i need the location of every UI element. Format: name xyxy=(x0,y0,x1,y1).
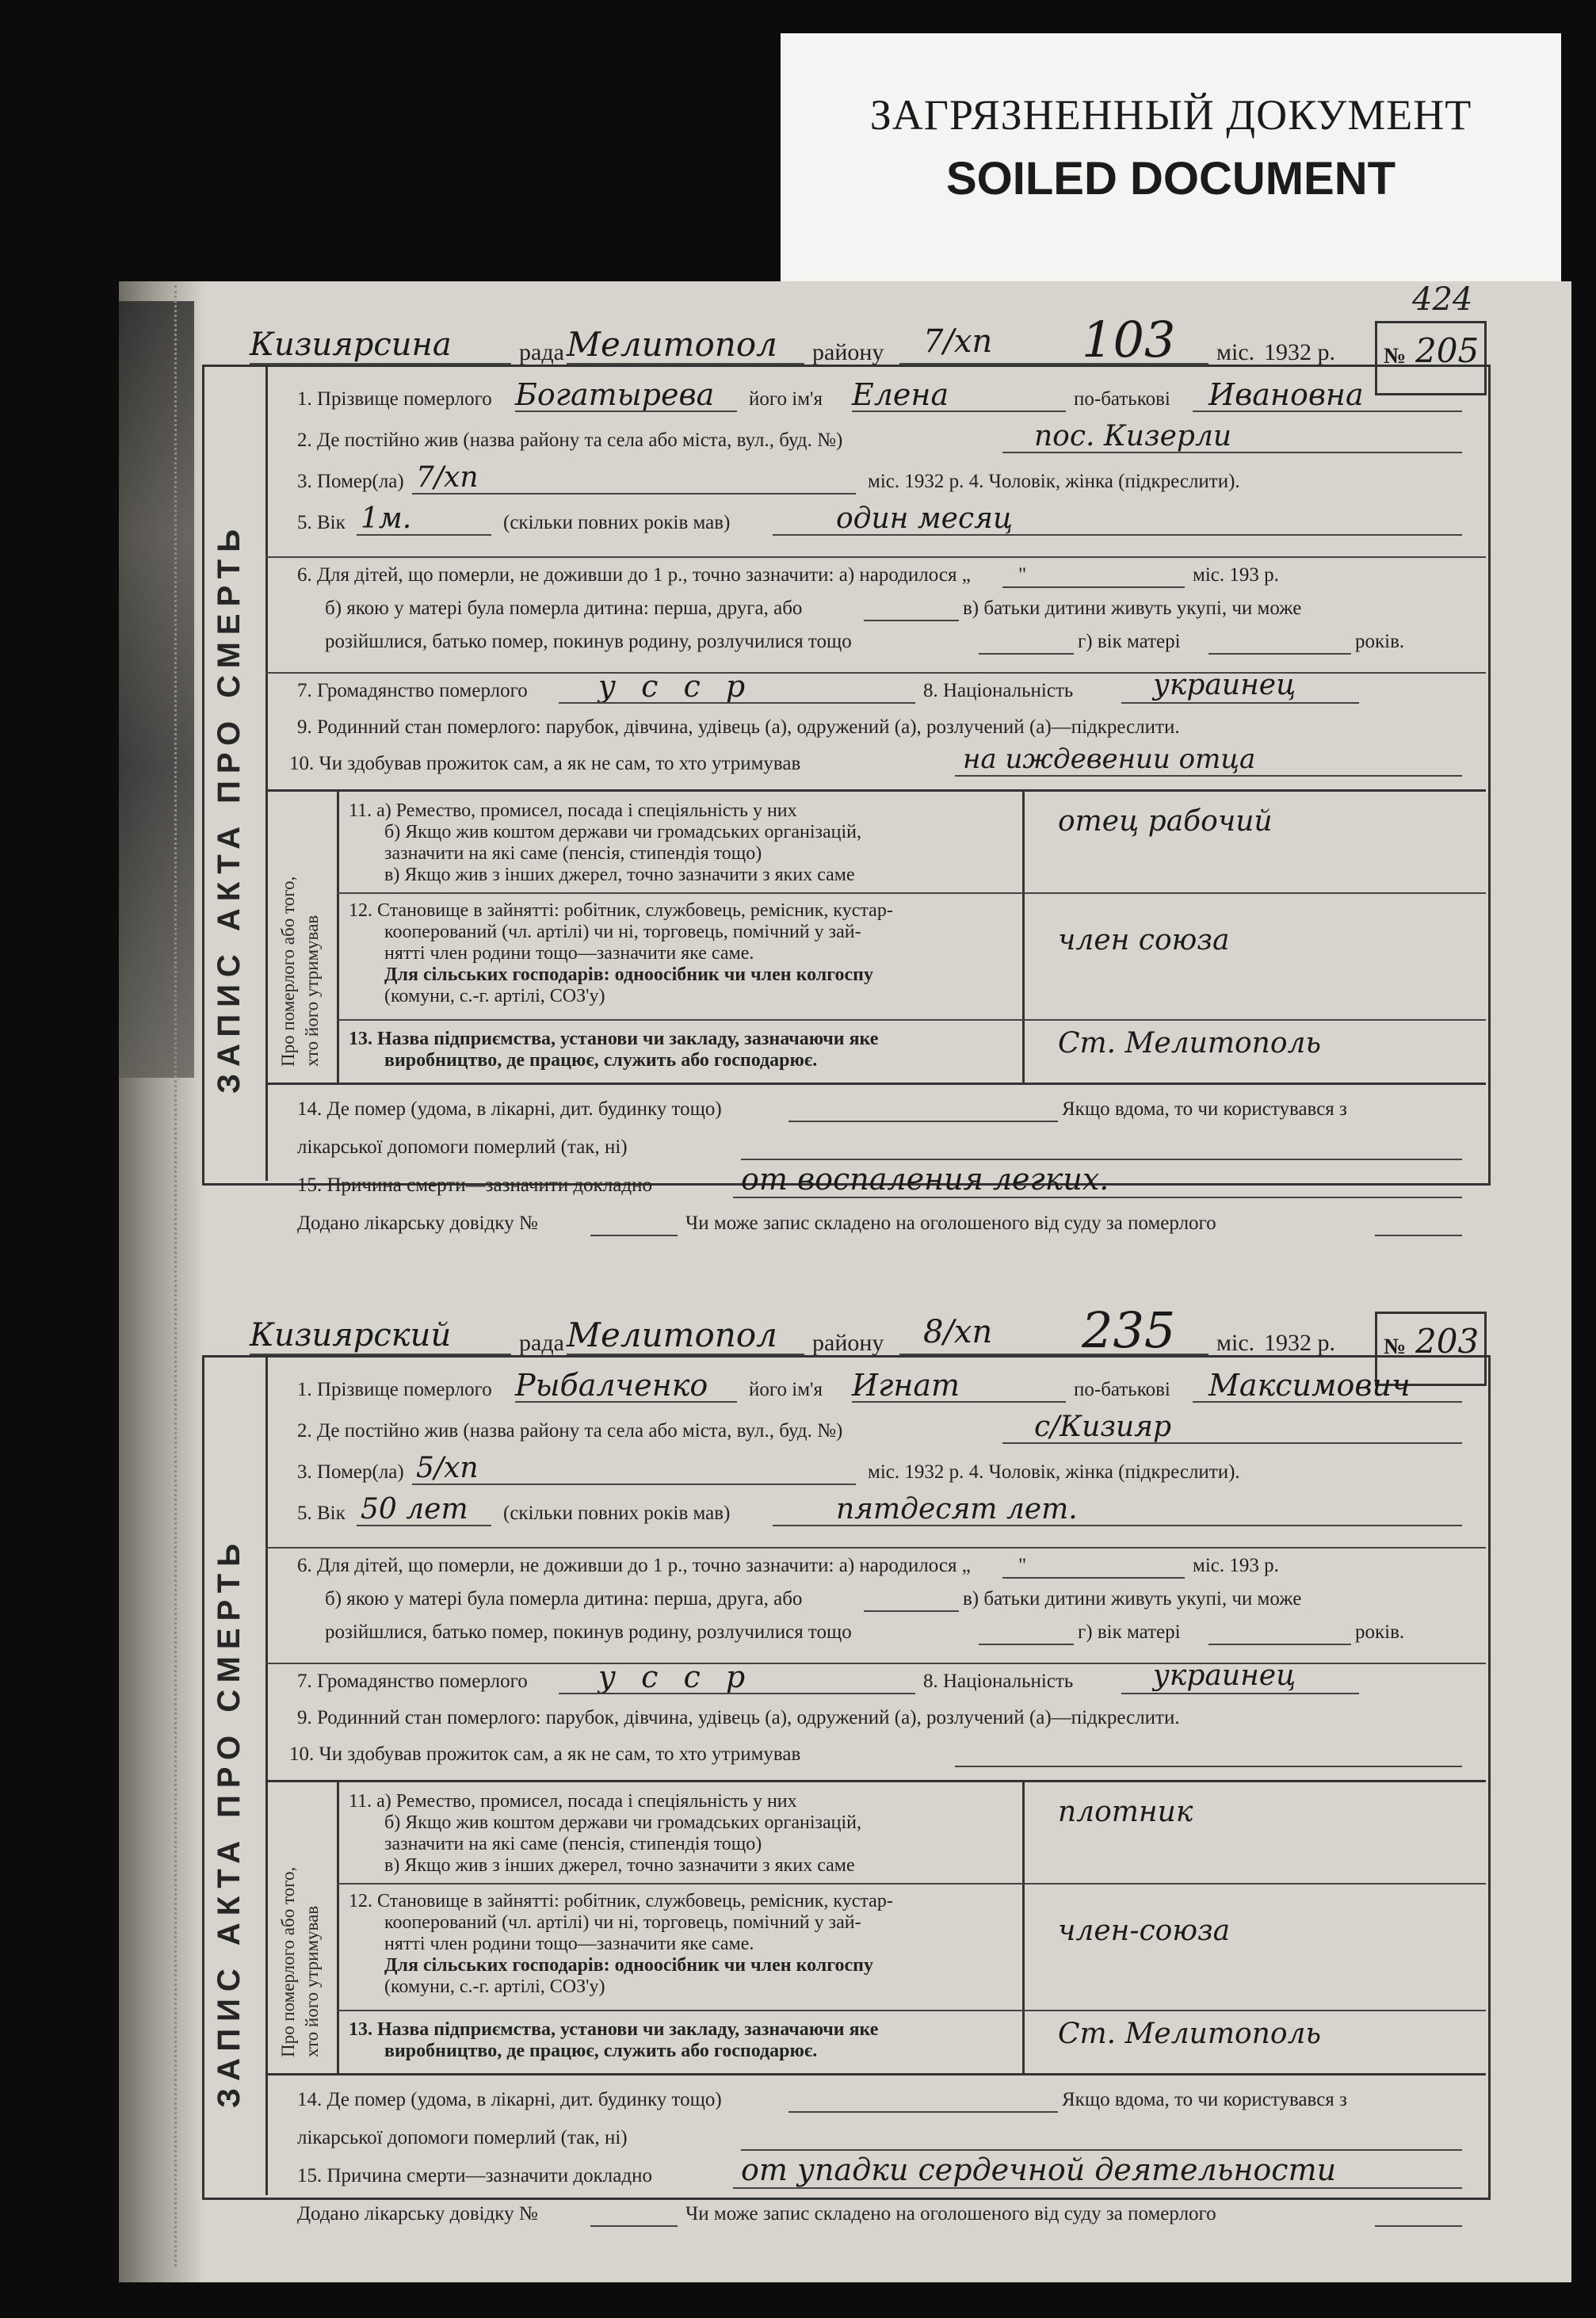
name-line xyxy=(852,1401,1066,1403)
side-title: ЗАПИС АКТА ПРО СМЕРТЬ xyxy=(212,1537,246,2108)
patronymic-value: Максимович xyxy=(1208,1368,1411,1403)
field-1-label: 1. Прізвище померлого xyxy=(297,1379,492,1400)
extra-value: 235 xyxy=(1082,1301,1176,1359)
side-divider xyxy=(265,365,268,1181)
field-9: 9. Родинний стан померлого: парубок, дівчина, удівець (а), одружений (а), розлучений (а)—підкреслити. xyxy=(297,716,1180,738)
field-6c-roku: років. xyxy=(1355,1621,1405,1643)
age-value: 50 лет xyxy=(361,1493,468,1526)
field-6a-line xyxy=(1002,1577,1185,1579)
box-sep-2 xyxy=(337,2010,1486,2011)
field-11-line-2: б) Якщо жив коштом держави чи громадських організацій, xyxy=(384,822,861,842)
field-14c-label: лікарської допомоги померлий (так, ні) xyxy=(297,2127,628,2148)
label-russian: ЗАГРЯЗНЕННЫЙ ДОКУМЕНТ xyxy=(869,91,1472,139)
rada-value: Мелитопол xyxy=(567,1316,777,1354)
field-6b-end: в) батьки дитини живуть укупі, чи може xyxy=(963,1588,1302,1610)
row-sep-2 xyxy=(265,672,1486,674)
death-date-line xyxy=(412,1484,856,1485)
field-6a-end: міс. 193 р. xyxy=(1193,1555,1279,1576)
occupation-value: плотник xyxy=(1058,1796,1193,1828)
death-date-value: 5/хп xyxy=(416,1452,479,1484)
supported-by-line xyxy=(955,1766,1462,1767)
patronymic-line xyxy=(1193,411,1462,412)
field-3-label: 3. Помер(ла) xyxy=(297,1461,404,1483)
field-6c-line2 xyxy=(1208,653,1351,655)
field-14c-label: лікарської допомоги померлий (так, ні) xyxy=(297,1136,628,1158)
box-side-label-2: хто його утримував xyxy=(302,915,322,1067)
row-sep-1 xyxy=(265,1547,1486,1549)
name-line xyxy=(852,411,1066,412)
box-top xyxy=(265,1780,1486,1782)
age-line xyxy=(357,1525,491,1526)
field-6c-line2 xyxy=(1208,1644,1351,1645)
field-6b: б) якою у матері була померла дитина: перша, друга, або xyxy=(325,598,803,619)
field-6a-quote: " xyxy=(1018,1555,1027,1576)
perforation-line xyxy=(174,285,180,2266)
supported-by-line xyxy=(955,775,1462,777)
field-16-line xyxy=(590,1235,678,1236)
field-6a: 6. Для дітей, що померли, не доживши до 1 р., точно зазначити: а) народилося „ xyxy=(297,1555,971,1576)
death-date-value: 7/хп xyxy=(416,461,479,494)
surname-line xyxy=(515,1401,737,1403)
date-value: 8/хп xyxy=(923,1314,993,1350)
mis-label: міс. xyxy=(1216,339,1255,365)
field-16-line2 xyxy=(1375,1235,1462,1236)
field-12-line-5: (комуни, с.-г. артілі, СОЗ'у) xyxy=(384,986,605,1006)
box-bottom xyxy=(265,2073,1486,2076)
field-6a-line xyxy=(1002,586,1185,588)
field-6c-end: г) вік матері xyxy=(1078,631,1181,652)
rada-label: рада xyxy=(519,339,564,365)
place-value: Кизиярский xyxy=(250,1317,452,1354)
surname-value: Рыбалченко xyxy=(515,1368,708,1403)
field-6b-line xyxy=(864,620,959,621)
field-11-line-1: 11. а) Ремество, промисел, посада і спеціяльність у них xyxy=(349,1791,797,1812)
field-3-label: 3. Помер(ла) xyxy=(297,471,404,492)
field-14-line xyxy=(788,1121,1058,1122)
age-line xyxy=(357,534,491,536)
field-6c-line xyxy=(979,653,1074,655)
mis-label: міс. xyxy=(1216,1330,1255,1356)
field-14-label: 14. Де помер (удома, в лікарні, дит. будинку тощо) xyxy=(297,2089,722,2110)
field-13-line-2: виробництво, де працює, служить або господарює. xyxy=(384,1050,818,1071)
occupation-value: отец рабочий xyxy=(1058,805,1273,838)
field-14-mid: Якщо вдома, то чи користувався з xyxy=(1062,1098,1347,1120)
age-value: 1м. xyxy=(361,502,412,535)
field-12-line-3: нятті член родини тощо—зазначити яке саме. xyxy=(384,943,754,964)
workplace-value: Ст. Мелитополь xyxy=(1058,2018,1322,2050)
soiled-document-label xyxy=(781,33,1561,288)
age-words-line xyxy=(773,1525,1462,1526)
box-side-label-1: Про померлого або того, xyxy=(278,876,298,1067)
field-6c: розійшлися, батько помер, покинув родину, розлучилися тощо xyxy=(325,631,852,652)
field-13-line-2: виробництво, де працює, служить або господарює. xyxy=(384,2041,818,2061)
field-6c: розійшлися, батько помер, покинув родину, розлучилися тощо xyxy=(325,1621,852,1643)
field-10-label: 10. Чи здобував прожиток сам, а як не сам, то хто утримував xyxy=(289,753,801,774)
date-value: 7/хп xyxy=(923,323,993,360)
field-11-line-1: 11. а) Ремество, промисел, посада і спеціяльність у них xyxy=(349,800,797,821)
box-top xyxy=(265,789,1486,792)
death-record-1 xyxy=(202,311,1549,1234)
death-record-2 xyxy=(202,1301,1549,2224)
field-5-mid: (скільки повних років мав) xyxy=(503,1503,731,1524)
field-15-label: 15. Причина смерти—зазначити докладно xyxy=(297,2165,652,2186)
age-words-value: пятдесят лет. xyxy=(836,1493,1078,1526)
field-6a: 6. Для дітей, що померли, не доживши до 1 р., точно зазначити: а) народилося „ xyxy=(297,564,971,586)
status-value: член союза xyxy=(1058,924,1230,957)
field-14c-line xyxy=(741,1159,1462,1160)
field-6b-end: в) батьки дитини живуть укупі, чи може xyxy=(963,598,1302,619)
age-words-value: один месяц xyxy=(836,502,1014,535)
field-16-label: Додано лікарську довідку № xyxy=(297,1212,538,1234)
field-1-name-label: його ім'я xyxy=(749,1379,823,1400)
field-16-label: Додано лікарську довідку № xyxy=(297,2203,538,2224)
extra-value: 103 xyxy=(1082,311,1176,369)
row-sep-1 xyxy=(265,556,1486,558)
rada-label: рада xyxy=(519,1330,564,1356)
field-1-patr-label: по-батькові xyxy=(1074,1379,1170,1400)
surname-line xyxy=(515,411,737,412)
field-15-label: 15. Причина смерти—зазначити докладно xyxy=(297,1174,652,1196)
field-6b-line xyxy=(864,1610,959,1612)
box-side-label-1: Про померлого або того, xyxy=(278,1866,298,2057)
box-sep-1 xyxy=(337,1883,1486,1885)
nationality-line xyxy=(1121,702,1359,704)
nationality-line xyxy=(1121,1693,1359,1694)
address-value: пос. Кизерли xyxy=(1034,420,1232,453)
surname-value: Богатырева xyxy=(515,377,715,412)
field-7-label: 7. Громадянство померлого xyxy=(297,680,528,701)
field-12-line-4: Для сільських господарів: одноосібник чи член колгоспу xyxy=(384,964,874,985)
field-6b: б) якою у матері була померла дитина: перша, друга, або xyxy=(325,1588,803,1610)
citizenship-line xyxy=(559,1693,915,1694)
name-value: Игнат xyxy=(852,1368,960,1403)
record-number: 203 xyxy=(1415,1322,1480,1361)
supported-by-value: на иждевении отца xyxy=(963,743,1256,775)
field-6c-line xyxy=(979,1644,1074,1645)
field-16-end: Чи може запис складено на оголошеного від суду за померлого xyxy=(685,1212,1216,1234)
field-5-label: 5. Вік xyxy=(297,1503,346,1524)
citizenship-value: у с с р xyxy=(598,669,754,704)
field-12-line-5: (комуни, с.-г. артілі, СОЗ'у) xyxy=(384,1976,605,1997)
field-14-label: 14. Де помер (удома, в лікарні, дит. будинку тощо) xyxy=(297,1098,722,1120)
status-value: член-союза xyxy=(1058,1915,1231,1947)
field-14-line xyxy=(788,2111,1058,2113)
nationality-value: украинец xyxy=(1153,1659,1296,1692)
field-2-label: 2. Де постійно жив (назва району та села або міста, вул., буд. №) xyxy=(297,430,843,451)
field-16-line xyxy=(590,2225,678,2227)
field-11-line-4: в) Якщо жив з інших джерел, точно зазначити з яких саме xyxy=(384,1855,855,1876)
citizenship-line xyxy=(559,702,915,704)
nationality-value: украинец xyxy=(1153,669,1296,701)
address-value: с/Кизияр xyxy=(1034,1411,1172,1443)
field-13-line-1: 13. Назва підприємства, установи чи закладу, зазначаючи яке xyxy=(349,2019,879,2040)
number-sign: № xyxy=(1384,344,1407,369)
field-13-line-1: 13. Назва підприємства, установи чи закладу, зазначаючи яке xyxy=(349,1029,879,1049)
field-6a-end: міс. 193 р. xyxy=(1193,564,1279,586)
address-line xyxy=(1002,1442,1462,1444)
box-side-label-2: хто його утримував xyxy=(302,1905,322,2057)
address-line xyxy=(1002,452,1462,453)
field-2-label: 2. Де постійно жив (назва району та села або міста, вул., буд. №) xyxy=(297,1420,843,1442)
field-5-label: 5. Вік xyxy=(297,512,346,533)
cause-line xyxy=(733,2187,1462,2189)
field-10-label: 10. Чи здобував прожиток сам, а як не сам, то хто утримував xyxy=(289,1743,801,1765)
age-words-line xyxy=(773,534,1462,536)
cause-line xyxy=(733,1197,1462,1198)
name-value: Елена xyxy=(852,377,949,412)
field-12-line-4: Для сільських господарів: одноосібник чи член колгоспу xyxy=(384,1955,874,1976)
cause-value: от упадки сердечной деятельности xyxy=(741,2152,1337,2187)
field-6c-end: г) вік матері xyxy=(1078,1621,1181,1643)
number-sign: № xyxy=(1384,1335,1407,1359)
field-16-line2 xyxy=(1375,2225,1462,2227)
field-8-label: 8. Національність xyxy=(923,680,1074,701)
box-bottom xyxy=(265,1083,1486,1085)
year-label: 1932 р. xyxy=(1264,339,1335,365)
field-6a-quote: " xyxy=(1018,564,1027,586)
death-date-line xyxy=(412,493,856,495)
field-12-line-2: кооперований (чл. артілі) чи ні, торговець, помічний у зай- xyxy=(384,922,861,942)
field-9: 9. Родинний стан померлого: парубок, дівчина, удівець (а), одружений (а), розлучений (а)—підкреслити. xyxy=(297,1707,1180,1728)
field-11-line-2: б) Якщо жив коштом держави чи громадських організацій, xyxy=(384,1812,861,1833)
workplace-value: Ст. Мелитополь xyxy=(1058,1027,1322,1060)
field-11-line-4: в) Якщо жив з інших джерел, точно зазначити з яких саме xyxy=(384,865,855,885)
box-left-divider xyxy=(337,1780,339,2073)
field-1-label: 1. Прізвище померлого xyxy=(297,388,492,410)
patronymic-line xyxy=(1193,1401,1462,1403)
box-value-divider xyxy=(1022,1780,1025,2073)
raion-label: району xyxy=(812,1330,884,1356)
side-divider xyxy=(265,1355,268,2195)
field-5-mid: (скільки повних років мав) xyxy=(503,512,731,533)
sheet-number: 424 xyxy=(1412,281,1473,318)
rada-value: Мелитопол xyxy=(567,325,777,364)
label-english: SOILED DOCUMENT xyxy=(945,153,1396,204)
field-8-label: 8. Національність xyxy=(923,1671,1074,1692)
field-1-patr-label: по-батькові xyxy=(1074,388,1170,410)
field-12-line-1: 12. Становище в зайнятті: робітник, службовець, ремісник, кустар- xyxy=(349,1891,893,1911)
year-label: 1932 р. xyxy=(1264,1330,1335,1356)
field-16-end: Чи може запис складено на оголошеного від суду за померлого xyxy=(685,2203,1216,2224)
field-12-line-2: кооперований (чл. артілі) чи ні, торговець, помічний у зай- xyxy=(384,1912,861,1933)
side-title: ЗАПИС АКТА ПРО СМЕРТЬ xyxy=(212,522,246,1094)
field-11-line-3: зазначити на які саме (пенсія, стипендія тощо) xyxy=(384,843,762,864)
field-3-end: міс. 1932 р. 4. Чоловік, жінка (підкреслити). xyxy=(868,1461,1240,1483)
field-11-line-3: зазначити на які саме (пенсія, стипендія тощо) xyxy=(384,1834,762,1854)
cause-value: от воспаления легких. xyxy=(741,1162,1109,1197)
stain-mark xyxy=(119,301,194,1078)
raion-label: району xyxy=(812,339,884,365)
place-value: Кизиярсина xyxy=(250,327,452,363)
field-14c-line xyxy=(741,2149,1462,2151)
box-sep-2 xyxy=(337,1019,1486,1021)
field-14-mid: Якщо вдома, то чи користувався з xyxy=(1062,2089,1347,2110)
field-12-line-3: нятті член родини тощо—зазначити яке саме. xyxy=(384,1934,754,1954)
citizenship-value: у с с р xyxy=(598,1659,754,1694)
field-6c-roku: років. xyxy=(1355,631,1405,652)
box-sep-1 xyxy=(337,892,1486,894)
patronymic-value: Ивановна xyxy=(1208,377,1364,412)
box-left-divider xyxy=(337,789,339,1083)
field-3-end: міс. 1932 р. 4. Чоловік, жінка (підкреслити). xyxy=(868,471,1240,492)
field-1-name-label: його ім'я xyxy=(749,388,823,410)
field-7-label: 7. Громадянство померлого xyxy=(297,1671,528,1692)
field-12-line-1: 12. Становище в зайнятті: робітник, службовець, ремісник, кустар- xyxy=(349,900,893,921)
record-number: 205 xyxy=(1415,331,1480,370)
box-value-divider xyxy=(1022,789,1025,1083)
row-sep-2 xyxy=(265,1663,1486,1664)
